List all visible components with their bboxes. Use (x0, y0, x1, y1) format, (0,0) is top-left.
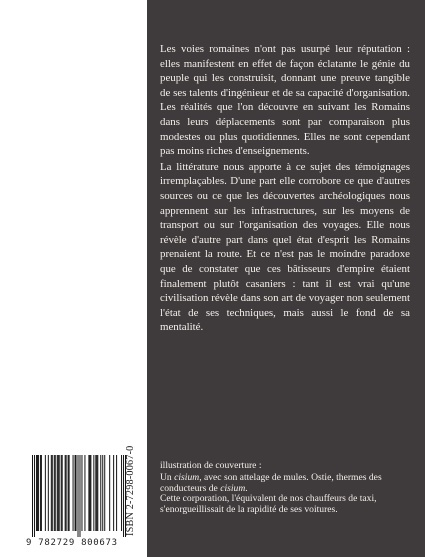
barcode-bar (32, 455, 33, 537)
barcode-bar (62, 455, 63, 531)
barcode-bar (52, 455, 53, 531)
barcode-number: 9 782729 800673 (26, 538, 118, 548)
barcode-bar (89, 455, 90, 531)
barcode-bar (123, 455, 124, 537)
barcode-bar (48, 455, 49, 531)
barcode-bar (95, 455, 96, 531)
blurb (160, 42, 410, 336)
barcode-bar (84, 455, 85, 531)
barcode-bar (38, 455, 39, 531)
barcode (26, 455, 134, 553)
barcode-bar (37, 455, 38, 531)
barcode-bar (88, 455, 89, 531)
barcode-bar (68, 455, 69, 531)
barcode-bar (97, 455, 98, 531)
barcode-bar (73, 455, 74, 531)
caption-line-1 (160, 473, 415, 495)
barcode-bar (121, 455, 122, 531)
caption-text: . (245, 482, 248, 494)
barcode-bar (34, 455, 35, 537)
isbn-label: ISBN 2-7298-0067-0 (125, 445, 136, 536)
barcode-bar (81, 455, 82, 531)
caption-italic-term: cisium (174, 471, 200, 483)
barcode-bar (55, 455, 56, 531)
caption-italic-term: cisium (220, 482, 246, 494)
barcode-bar (75, 455, 76, 531)
barcode-bar (109, 455, 110, 531)
barcode-bar (76, 455, 77, 531)
cover-caption (160, 461, 415, 516)
barcode-bar (51, 455, 52, 531)
barcode-bar (36, 455, 37, 531)
barcode-bar (90, 455, 91, 531)
barcode-bar (116, 455, 117, 531)
barcode-bar (113, 455, 114, 531)
barcode-bar (102, 455, 103, 531)
blurb-paragraph-2: La littérature nous apporte à ce sujet des témoignages irremplaçables. D'une part elle corrobore ce que d'autres sources ou ce que les découvertes archéologiques nous apprennent sur les infrastructures, sur les moyens de transport ou sur l'organisation des voyages. Elle nous révèle d'autre part dans quel état d'esprit les Romains prenaient la route. Et ce n'est pas le moindre paradoxe que de constater que ces bâtisseurs d'empire étaient finalement plutôt casaniers : tant il est vrai qu'une civilisation révèle dans son art de voyager non seulement l'état de ses techniques, mais aussi le fond de sa mentalité. (160, 160, 410, 334)
barcode-bars (32, 455, 126, 537)
blurb-paragraph-1: Les voies romaines n'ont pas usurpé leur réputation : elles manifestent en effet de façon éclatante le génie du peuple qui les construisit, donnant une preuve tangible de ses talents d'ingénieur et de sa capacité d'organisation. Les réalités que l'on découvre en suivant les Romains dans leurs déplacements sont par comparaison plus modestes ou plus quotidiennes. Elles ne sont cependant pas moins riches d'enseignements. (160, 43, 410, 158)
barcode-bar (45, 455, 46, 531)
caption-text: , avec son attelage de mules. Ostie, thermes des conducteurs de (160, 471, 382, 494)
caption-line-2: Cette corporation, l'équivalent de nos chauffeurs de taxi, s'enorgueillissait de la rapidité de ses voitures. (160, 493, 377, 516)
barcode-bar (79, 455, 80, 537)
barcode-bar (40, 455, 41, 531)
caption-text: Un (160, 471, 175, 483)
barcode-bar (59, 455, 60, 531)
barcode-bar (58, 455, 59, 531)
barcode-bar (66, 455, 67, 531)
barcode-bar (54, 455, 55, 531)
barcode-bar (41, 455, 42, 531)
barcode-bar (104, 455, 105, 531)
barcode-bar (65, 455, 66, 531)
barcode-bar (78, 455, 79, 537)
barcode-bar (93, 455, 94, 531)
barcode-bar (57, 455, 58, 531)
barcode-bar (125, 455, 126, 537)
barcode-bar (96, 455, 97, 531)
caption-title: illustration de couverture : (160, 460, 262, 471)
barcode-bar (61, 455, 62, 531)
barcode-bar (100, 455, 101, 531)
barcode-bar (69, 455, 70, 531)
